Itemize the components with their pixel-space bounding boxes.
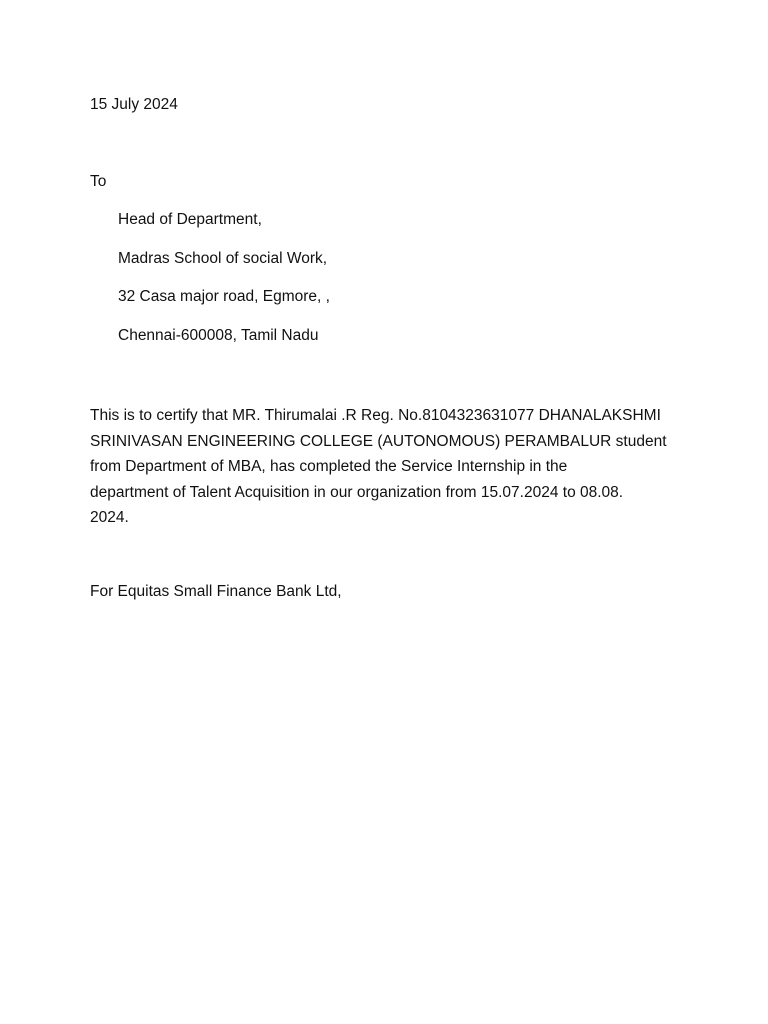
body-line-1: This is to certify that MR. Thirumalai .R Reg. No.8104323631077 DHANALAKSHMI [90,407,661,424]
certificate-body [90,403,690,531]
body-line-2: SRINIVASAN ENGINEERING COLLEGE (AUTONOMOUS) PERAMBALUR student [90,432,667,450]
address-line-3: 32 Casa major road, Egmore, , [118,288,330,305]
address-line-4: Chennai-600008, Tamil Nadu [118,327,319,344]
letter-date: 15 July 2024 [90,96,178,113]
body-line-4: department of Talent Acquisition in our organization from 15.07.2024 to 08.08. [90,483,624,501]
address-line-2: Madras School of social Work, [118,250,328,267]
address-line-1: Head of Department, [118,211,262,228]
salutation-to: To [90,173,107,190]
body-line-3: from Department of MBA, has completed the Service Internship in the [90,458,568,476]
letter-closing: For Equitas Small Finance Bank Ltd, [90,583,342,600]
body-line-5: 2024. [90,509,129,527]
